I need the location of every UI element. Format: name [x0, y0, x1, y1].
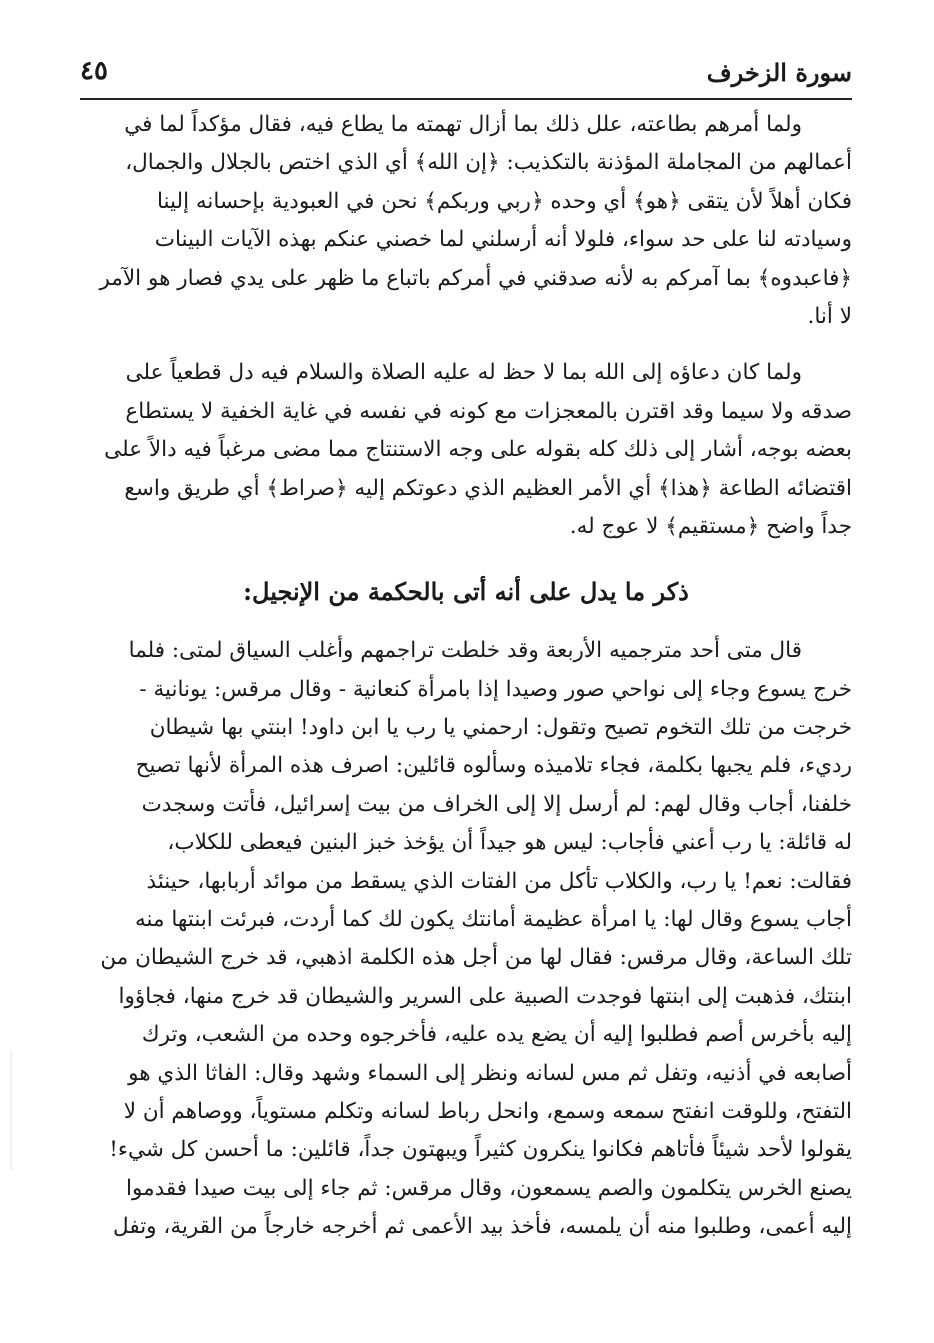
text-line: خرجت من تلك التخوم تصيح وتقول: ارحمني يا رب يا ابن داود! ابنتي بها شيطان [149, 715, 852, 741]
paragraph-spacer [80, 336, 852, 354]
section-heading: ذكر ما يدل على أنه أتى بالحكمة من الإنجيل: [243, 577, 689, 607]
text-line: خرج يسوع وجاء إلى نواحي صور وصيدا إذا بامرأة كنعانية - وقال مرقس: يونانية - [139, 676, 852, 702]
text-line: وسيادته لنا على حد سواء، فلولا أنه أرسلني لما خصني عنكم بهذه الآيات البينات [154, 227, 852, 253]
text-line: له قائلة: يا رب أعني فأجاب: ليس هو جيداً أن يؤخذ خبز البنين فيعطى للكلاب، [167, 830, 852, 856]
text-line: جداً واضح ﴿مستقيم﴾ لا عوج له. [569, 513, 852, 539]
heading-spacer [80, 612, 852, 632]
text-line: إليه أعمى، وطلبوا منه أن يلمسه، فأخذ بيد الأعمى ثم أخرجه خارجاً من القرية، وتفل [113, 1214, 852, 1240]
page-number: ٤٥ [80, 56, 108, 86]
text-line: تلك الساعة، وقال مرقس: فقال لها من أجل هذه الكلمة اذهبي، قد خرج الشيطان من [100, 945, 852, 971]
text-line: يقولوا لأحد شيئاً فأتاهم فكانوا ينكرون كثيراً ويبهتون جداً، قائلين: ما أحسن كل شيء! [109, 1137, 852, 1163]
text-line: خلفنا، أجاب وقال لهم: لم أرسل إلا إلى الخراف من بيت إسرائيل، فأتت وسجدت [141, 791, 852, 817]
page-body [80, 106, 852, 1247]
scan-artifact [10, 1050, 12, 1170]
text-line: اقتضائه الطاعة ﴿هذا﴾ أي الأمر العظيم الذي دعوتكم إليه ﴿صراط﴾ أي طريق واسع [124, 475, 852, 501]
text-line: صدقه ولا سيما وقد اقترن بالمعجزات مع كونه في نفسه في غاية الخفية لا يستطاع [125, 398, 852, 424]
text-line: ولما كان دعاؤه إلى الله بما لا حظ له عليه الصلاة والسلام فيه دل قطعياً على [125, 360, 802, 386]
text-line: فكان أهلاً لأن يتقى ﴿هو﴾ أي وحده ﴿ربي وربكم﴾ نحن في العبودية بإحسانه إلينا [157, 188, 852, 214]
paragraph-1 [80, 106, 852, 336]
text-line: يصنع الخرس يتكلمون والصم يسمعون، وقال مرقس: ثم جاء إلى بيت صيدا فقدموا [126, 1175, 852, 1201]
text-line: أجاب يسوع وقال لها: يا امرأة عظيمة أمانتك يكون لك كما أردت، فبرئت ابنتها منه [135, 907, 852, 933]
text-line: قال متى أحد مترجميه الأربعة وقد خلطت تراجمهم وأغلب السياق لمتى: فلما [128, 638, 802, 664]
text-line: بعضه بوجه، أشار إلى ذلك كله بقوله على وجه الاستنتاج مما مضى مرغباً فيه دالاً على [104, 437, 852, 463]
sura-title: سورة الزخرف [706, 58, 852, 87]
text-line: أعمالهم من المجاملة المؤذنة بالتكذيب: ﴿إن الله﴾ أي الذي اختص بالجلال والجمال، [125, 150, 852, 176]
text-line: لا أنا. [807, 303, 852, 329]
text-line: ولما أمرهم بطاعته، علل ذلك بما أزال تهمته ما يطاع فيه، فقال مؤكداً لما في [124, 112, 802, 137]
paragraph-2 [80, 354, 852, 546]
section-spacer [80, 546, 852, 572]
text-line: رديء، فلم يجبها بكلمة، فجاء تلاميذه وسألوه قائلين: اصرف هذه المرأة لأنها تصيح [135, 753, 852, 779]
text-line: ﴿فاعبدوه﴾ بما آمركم به لأنه صدقني في أمركم باتباع ما ظهر على يدي فصار هو الآمر [99, 265, 852, 291]
text-line: التفتح، وللوقت انفتح سمعه وسمع، وانحل رباط لسانه وتكلم مستوياً، ووصاهم أن لا [123, 1098, 852, 1124]
text-line: فقالت: نعم! يا رب، والكلاب تأكل من الفتات الذي يسقط من موائد أربابها، حينئذ [146, 868, 852, 894]
text-line: ابنتك، فذهبت إلى ابنتها فوجدت الصبية على السرير والشيطان قد خرج منها، فجاؤوا [118, 983, 852, 1009]
text-line: إليه بأخرس أصم فطلبوا إليه أن يضع يده عليه، فأخرجوه وحده من الشعب، وترك [141, 1022, 852, 1048]
running-header [80, 52, 852, 96]
header-divider [80, 98, 852, 100]
text-line: أصابعه في أذنيه، وتفل ثم مس لسانه ونظر إلى السماء وشهد وقال: الفاثا الذي هو [128, 1060, 852, 1086]
paragraph-3 [80, 632, 852, 1246]
